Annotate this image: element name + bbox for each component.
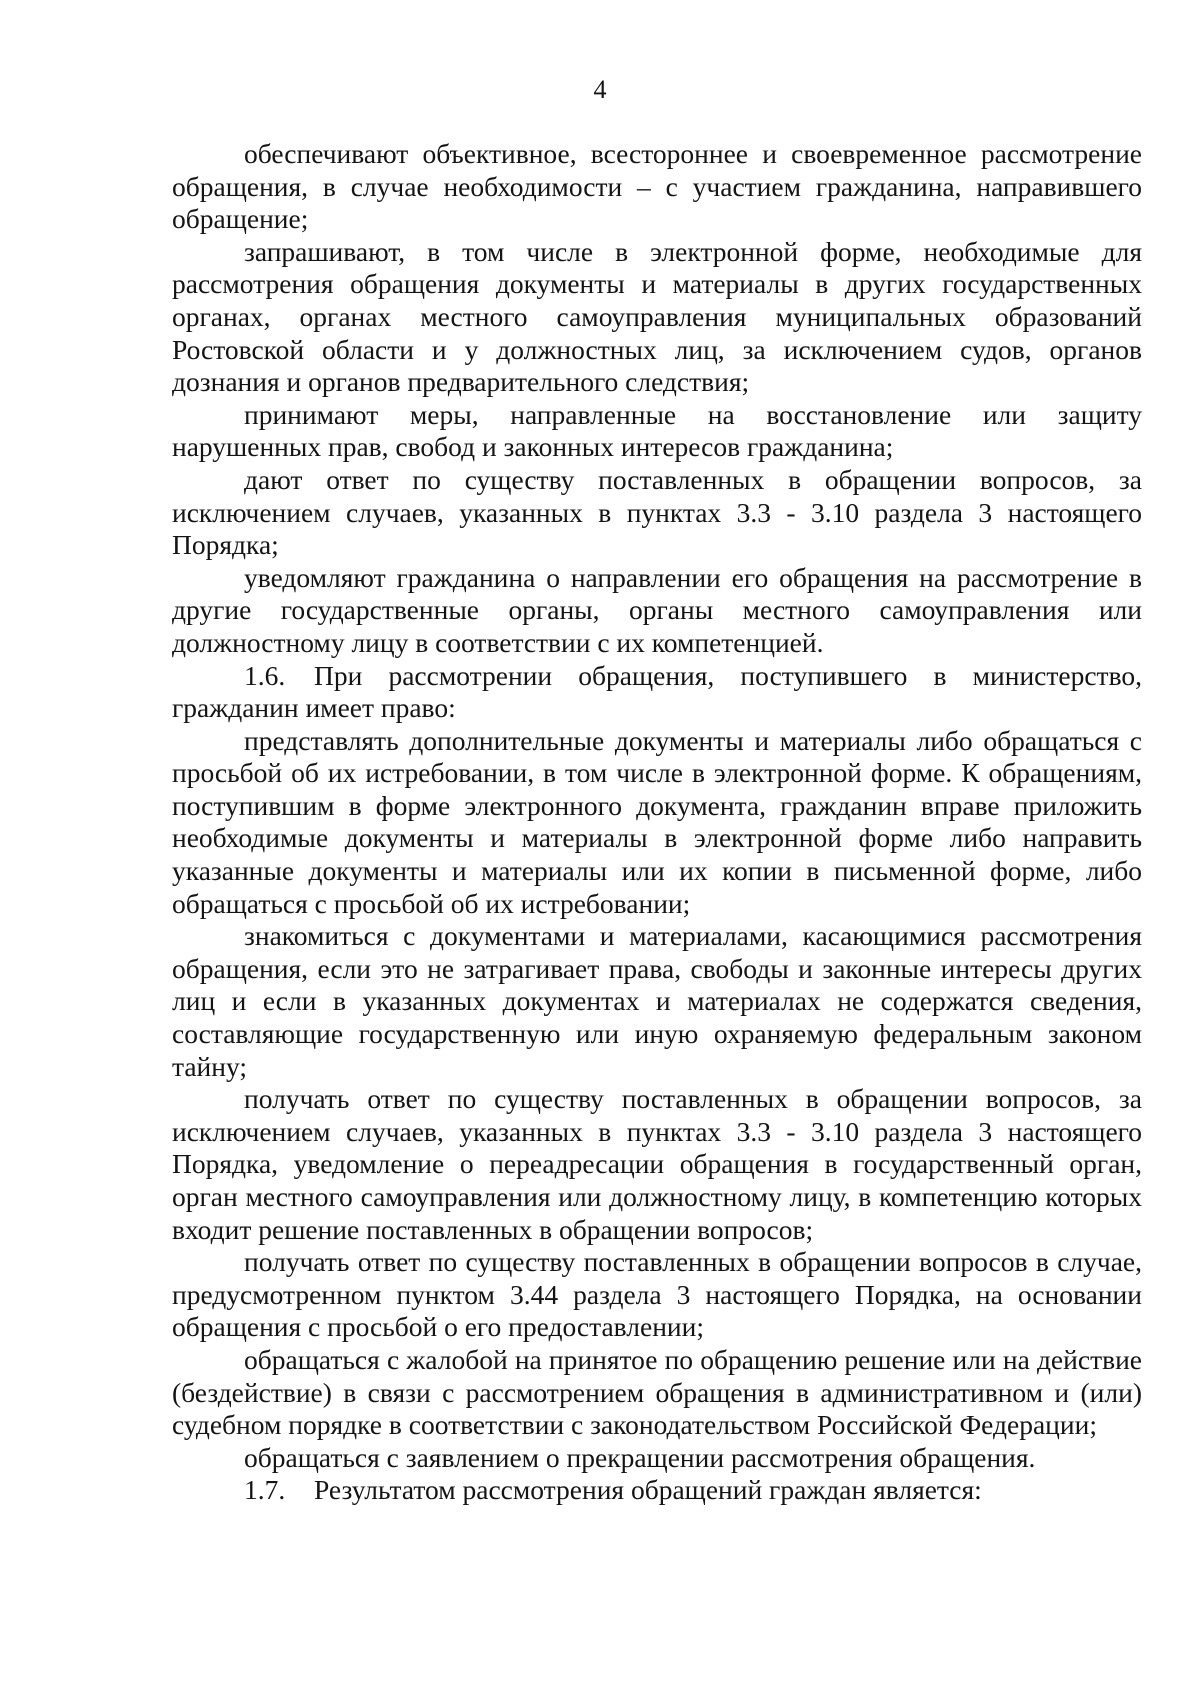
paragraph: запрашивают, в том числе в электронной форме, необходимые для рассмотрения обращения документы и материалы в других государственных органах, органах местного самоуправления муниципальных образований Ростовской области и у должностных лиц, за исключением судов, органов дознания и органов предварительного следствия; <box>172 235 1142 398</box>
paragraph: дают ответ по существу поставленных в обращении вопросов, за исключением случаев, указанных в пунктах 3.3 - 3.10 раздела 3 настоящего Порядка; <box>172 463 1142 561</box>
paragraph: обеспечивают объективное, всестороннее и своевременное рассмотрение обращения, в случае необходимости – с участием гражданина, направившего обращение; <box>172 138 1142 235</box>
clause-number: 1.6. <box>244 659 286 691</box>
paragraph: получать ответ по существу поставленных в обращении вопросов, за исключением случаев, указанных в пунктах 3.3 - 3.10 раздела 3 настоящего Порядка, уведомление о переадресации обращения в государственный орган, орган местного самоуправления или должностному лицу, в компетенцию которых входит решение поставленных в обращении вопросов; <box>172 1083 1142 1245</box>
paragraph: получать ответ по существу поставленных в обращении вопросов в случае, предусмотренном пунктом 3.44 раздела 3 настоящего Порядка, на основании обращения с просьбой о его предоставлении; <box>172 1246 1142 1343</box>
paragraph: уведомляют гражданина о направлении его обращения на рассмотрение в другие государственные органы, органы местного самоуправления или должностному лицу в соответствии с их компетенцией. <box>172 561 1142 658</box>
clause-1-6 <box>172 660 1142 725</box>
paragraph: обращаться с жалобой на принятое по обращению решение или на действие (бездействие) в связи с рассмотрением обращения в административном и (или) судебном порядке в соответствии с законодательством Российской Федерации; <box>172 1343 1142 1441</box>
clause-number: 1.7. <box>244 1474 286 1506</box>
clause-text: При рассмотрении обращения, поступившего в министерство, гражданин имеет право: <box>172 659 1142 724</box>
page-number: 4 <box>593 75 607 104</box>
paragraph: представлять дополнительные документы и материалы либо обращаться с просьбой об их истребовании, в том числе в электронной форме. К обращениям, поступившим в форме электронного документа, гражданин вправе приложить необходимые документы и материалы в электронной форме либо направить указанные документы и материалы или их копии в письменной форме, либо обращаться с просьбой об их истребовании; <box>172 724 1142 919</box>
clause-1-7 <box>172 1474 1142 1507</box>
document-body <box>172 138 1142 1507</box>
clause-text: Результатом рассмотрения обращений граждан является: <box>314 1474 982 1506</box>
paragraph: знакомиться с документами и материалами, касающимися рассмотрения обращения, если это не затрагивает права, свободы и законные интересы других лиц и если в указанных документах и материалах не содержатся сведения, составляющие государственную или иную охраняемую федеральным законом тайну; <box>172 920 1142 1082</box>
paragraph: обращаться с заявлением о прекращении рассмотрения обращения. <box>244 1441 1036 1473</box>
paragraph: принимают меры, направленные на восстановление или защиту нарушенных прав, свобод и законных интересов гражданина; <box>172 398 1142 463</box>
